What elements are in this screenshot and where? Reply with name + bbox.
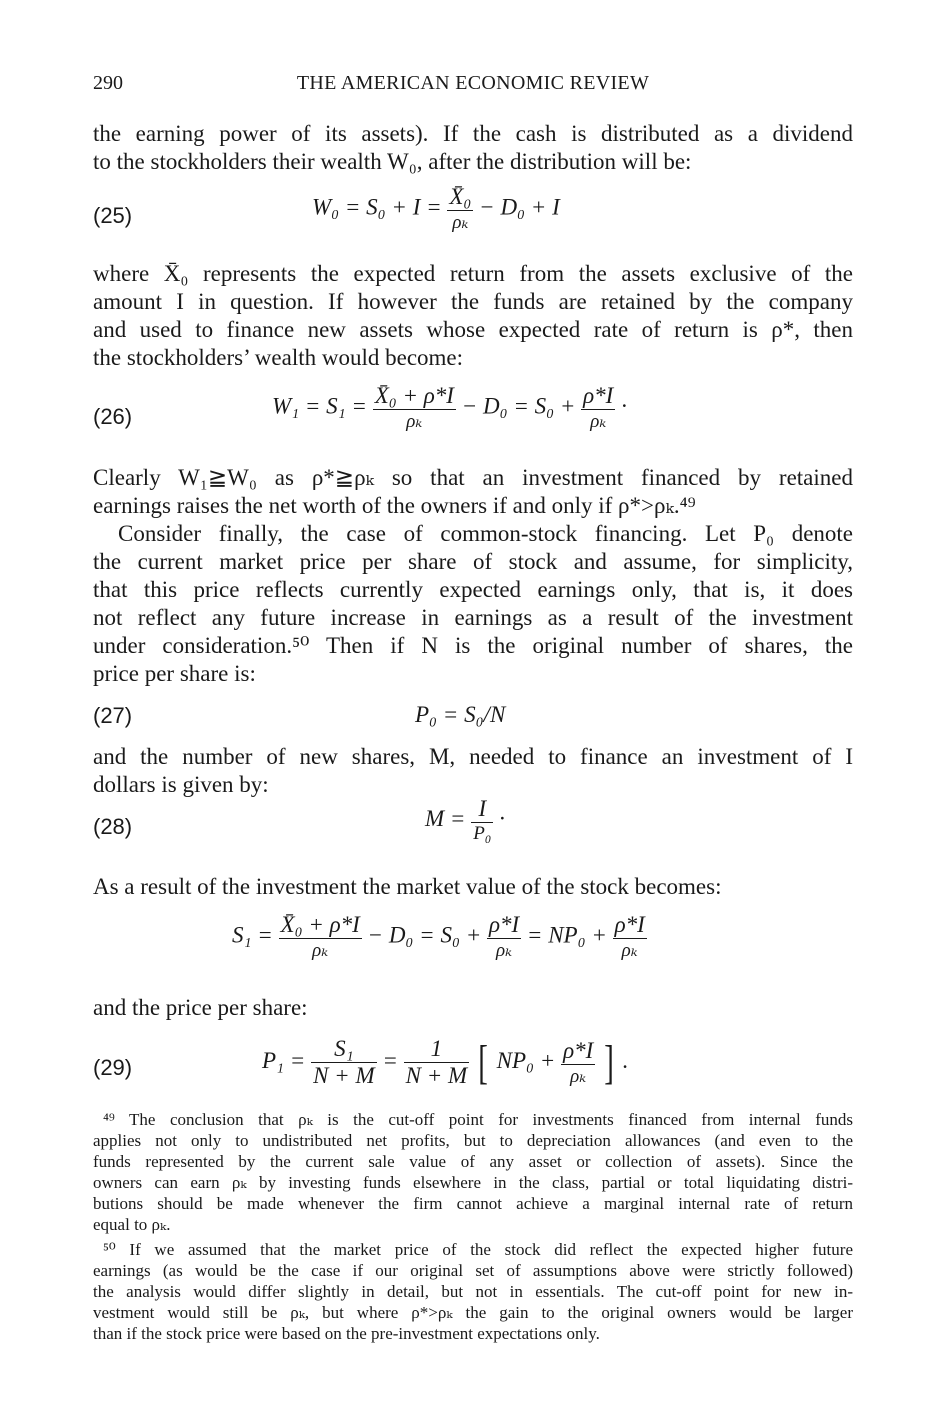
fraction [373, 383, 456, 433]
eq-middle: = NP₀ + [526, 922, 607, 948]
equation-26-label: (26) [93, 404, 133, 429]
numerator: X̄₀ [449, 184, 472, 209]
text-line: earnings raises the net worth of the owners if and only if ρ*>ρₖ.⁴⁹ [93, 493, 696, 518]
footnote-50 [93, 1239, 853, 1344]
denominator: ρₖ [561, 1064, 595, 1088]
paragraph-6 [93, 873, 853, 901]
denominator: ρₖ [373, 409, 456, 433]
text-line: price per share is: [93, 661, 256, 686]
text-line: the current market price per share of stock and assume, for simplicity, [93, 549, 853, 574]
eq-end: · [499, 805, 505, 831]
footnote-49 [93, 1109, 853, 1235]
text-line: where X̄₀ represents the expected return from the assets exclusive of the [93, 261, 853, 286]
footnote-line: applies not only to undistributed net profits, but to depreciation allowances (and even to the [93, 1131, 853, 1150]
footnote-line: vestment would still be ρₖ, but where ρ*>ρₖ the gain to the original owners would be larger [93, 1303, 853, 1322]
footnote-line: ⁴⁹ The conclusion that ρₖ is the cut-off point for investments financed from internal funds [103, 1110, 853, 1129]
text-line: Clearly W₁≧W₀ as ρ*≧ρₖ so that an investment financed by retained [93, 465, 853, 490]
eq-middle: − D₀ = S₀ + [461, 393, 576, 419]
fraction [447, 184, 473, 234]
text-line: amount I in question. If however the funds are retained by the company [93, 289, 853, 314]
paragraph-4 [93, 520, 853, 688]
fraction [311, 1036, 377, 1089]
equation-28-label: (28) [93, 814, 133, 839]
fraction [404, 1036, 470, 1089]
text-line: and the number of new shares, M, needed to finance an investment of I [93, 744, 853, 769]
eq-middle: − D₀ = S₀ + [367, 922, 482, 948]
equation-29 [262, 1036, 629, 1089]
numerator: 1 [430, 1036, 443, 1061]
footnote-line: than if the stock price were based on the pre-investment expectations only. [93, 1324, 600, 1343]
paragraph-2 [93, 260, 853, 372]
equation-26 [272, 383, 627, 433]
paragraph-5 [93, 743, 853, 799]
numerator: S₁ [334, 1036, 354, 1061]
text-line: dollars is given by: [93, 772, 269, 797]
denominator: ρₖ [487, 938, 521, 962]
equation-29-label: (29) [93, 1055, 133, 1080]
eq-lhs: S₁ = [232, 922, 273, 948]
fraction [561, 1038, 595, 1088]
fraction [279, 912, 362, 962]
eq-end: . [622, 1047, 629, 1073]
denominator: ρₖ [613, 938, 647, 962]
running-header [93, 72, 853, 100]
left-bracket: [ [478, 1035, 488, 1089]
fraction [487, 912, 521, 962]
footnote-line: ⁵⁰ If we assumed that the market price of the stock did reflect the expected higher future [103, 1240, 853, 1259]
text-line: and the price per share: [93, 995, 308, 1020]
denominator: N + M [313, 1063, 375, 1088]
equation-28 [425, 796, 505, 845]
numerator: I [478, 796, 487, 821]
paragraph-3 [93, 464, 853, 520]
numerator: ρ*I [488, 912, 520, 937]
text-line: As a result of the investment the market value of the stock becomes: [93, 874, 722, 899]
denominator: ρₖ [581, 409, 615, 433]
numerator: ρ*I [563, 1037, 594, 1063]
paragraph-7 [93, 994, 853, 1022]
text-line: the earning power of its assets). If the cash is distributed as a dividend [93, 121, 853, 146]
numerator: ρ*I [583, 383, 614, 408]
page-number: 290 [93, 72, 123, 94]
fraction [471, 796, 493, 845]
text-line: Consider finally, the case of common-stock financing. Let P₀ denote [118, 521, 853, 546]
denominator: P₀ [473, 823, 492, 844]
fraction [581, 383, 615, 433]
denominator: ρₖ [447, 210, 473, 234]
eq-lhs: P₁ = [262, 1047, 306, 1073]
equation-s1 [232, 912, 647, 962]
equation-27-label: (27) [93, 703, 133, 728]
eq-end: · [621, 393, 627, 419]
right-bracket: ] [604, 1035, 614, 1089]
journal-title: THE AMERICAN ECONOMIC REVIEW [296, 72, 650, 94]
eq-lhs: M = [425, 805, 466, 831]
text-line: to the stockholders their wealth W₀, after the distribution will be: [93, 149, 692, 174]
footnote-line: funds represented by the current sale value of any asset or collection of assets). Since the [93, 1152, 853, 1171]
footnote-line: butions should be made whenever the firm cannot achieve a marginal internal rate of return [93, 1194, 853, 1213]
denominator: ρₖ [279, 938, 362, 962]
text-line: and used to finance new assets whose expected rate of return is ρ*, then [93, 317, 853, 342]
numerator: X̄₀ + ρ*I [374, 383, 454, 408]
numerator: ρ*I [614, 912, 645, 937]
eq-lhs: W₁ = S₁ = [272, 393, 367, 419]
equation-25-label: (25) [93, 203, 133, 228]
denominator: N + M [405, 1063, 468, 1088]
text-line: that this price reflects currently expected earnings only, that is, it does [93, 577, 853, 602]
footnote-line: owners can earn ρₖ by investing funds elsewhere in the class, partial or total liquidating distri- [93, 1173, 853, 1192]
footnote-line: the analysis would differ slightly in detail, but not in essentials. The cut-off point for new in- [93, 1282, 853, 1301]
text-line: under consideration.⁵⁰ Then if N is the original number of shares, the [93, 633, 853, 658]
eq-equals: = [382, 1047, 398, 1073]
fraction [613, 912, 647, 962]
eq-rest: − D₀ + I [479, 194, 560, 220]
eq-lhs: W₀ = S₀ + I = [312, 194, 442, 220]
footnote-line: earnings (as would be the case if our original set of assumptions above were strictly followed) [93, 1261, 853, 1280]
footnote-line: equal to ρₖ. [93, 1215, 171, 1234]
numerator: X̄₀ + ρ*I [280, 912, 360, 937]
eq-inner: NP₀ + [496, 1047, 556, 1073]
paragraph-1 [93, 120, 853, 176]
equation-27: P₀ = S₀/N [415, 702, 506, 727]
equation-25 [312, 184, 560, 234]
text-line: not reflect any future increase in earnings as a result of the investment [93, 605, 853, 630]
text-line: the stockholders’ wealth would become: [93, 345, 464, 370]
